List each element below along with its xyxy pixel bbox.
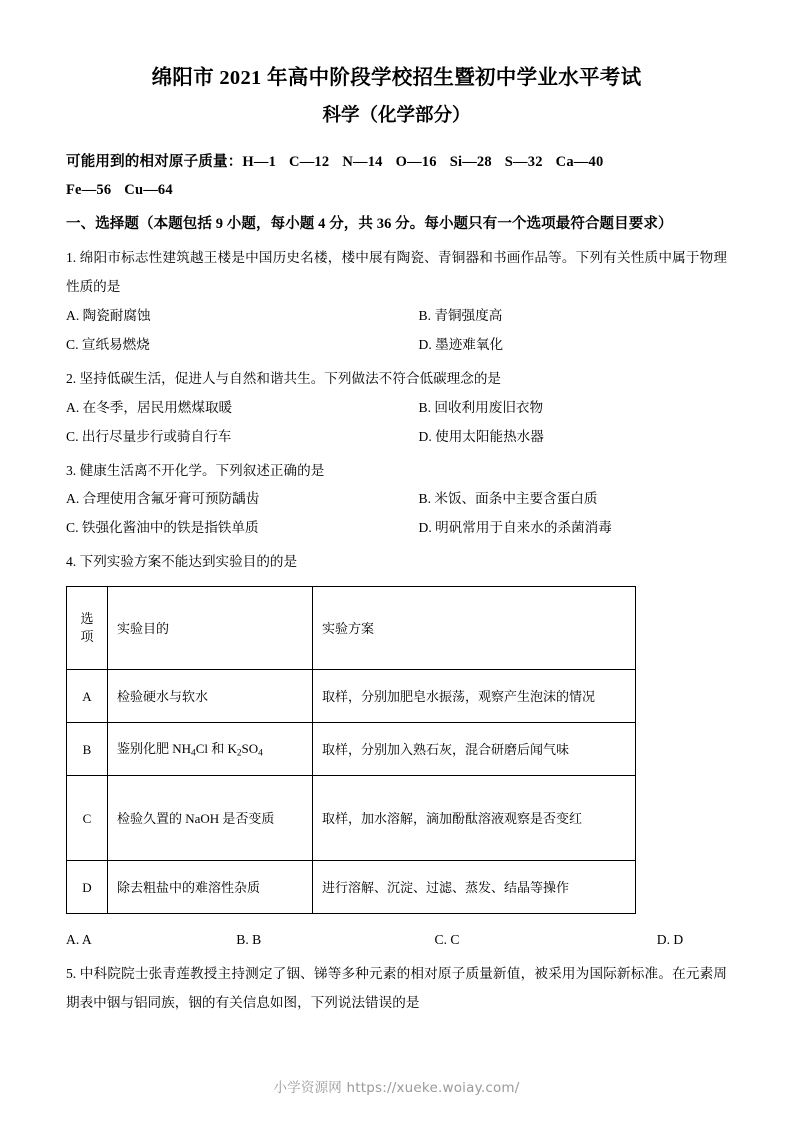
table-row bbox=[67, 861, 636, 914]
question-1-option-c[interactable]: C. 宣纸易燃烧 bbox=[66, 336, 150, 352]
question-2-text: 坚持低碳生活，促进人与自然和谐共生。下列做法不符合低碳理念的是 bbox=[79, 370, 502, 386]
table-row bbox=[67, 723, 636, 776]
question-3-option-d[interactable]: D. 明矾常用于自来水的杀菌消毒 bbox=[418, 520, 612, 536]
table-cell-purpose-b bbox=[108, 723, 313, 776]
question-3-stem bbox=[66, 457, 727, 486]
table-cell-option-a: A bbox=[67, 670, 108, 723]
table-cell-purpose-a: 检验硬水与软水 bbox=[108, 670, 313, 723]
formula-mid-1: Cl 和 K bbox=[195, 740, 237, 756]
formula-pre: 鉴别化肥 NH bbox=[117, 740, 192, 756]
question-3-options bbox=[66, 485, 727, 543]
footer-watermark: 小学资源网 https://xueke.woiay.com/ bbox=[273, 1080, 520, 1096]
question-4-text: 下列实验方案不能达到实验目的的是 bbox=[79, 554, 298, 570]
section-heading-multiple-choice: 一、选择题（本题包括 9 小题，每小题 4 分，共 36 分。每小题只有一个选项最符合题目要求） bbox=[66, 216, 673, 233]
question-4-answer-choices bbox=[66, 926, 727, 955]
formula-mid-2: SO bbox=[241, 740, 259, 756]
atomic-mass-h: H—1 bbox=[242, 153, 277, 170]
question-3-number: 3. bbox=[66, 462, 77, 478]
question-1-text: 绵阳市标志性建筑越王楼是中国历史名楼，楼中展有陶瓷、青铜器和书画作品等。下列有关性质中属于物理性质的是 bbox=[66, 249, 728, 294]
atomic-mass-line-2 bbox=[66, 176, 727, 204]
table-header-option-line2: 项 bbox=[80, 629, 94, 645]
question-1-options bbox=[66, 302, 727, 360]
question-1-option-b[interactable]: B. 青铜强度高 bbox=[418, 307, 503, 323]
question-2-option-c[interactable]: C. 出行尽量步行或骑自行车 bbox=[66, 428, 232, 444]
question-2-option-d[interactable]: D. 使用太阳能热水器 bbox=[418, 428, 544, 444]
formula-sub-3: 4 bbox=[258, 748, 263, 759]
table-header-option-line1: 选 bbox=[80, 610, 94, 626]
question-2-option-b[interactable]: B. 回收利用废旧衣物 bbox=[418, 399, 544, 415]
question-1-number: 1. bbox=[66, 249, 77, 265]
question-2-options bbox=[66, 394, 727, 452]
question-2-number: 2. bbox=[66, 370, 77, 386]
question-2-option-a[interactable]: A. 在冬季，居民用燃煤取暖 bbox=[66, 399, 233, 415]
question-5-text: 中科院院士张青莲教授主持测定了铟、锑等多种元素的相对原子质量新值，被采用为国际新标准。在元素周期表中铟与铝同族，铟的有关信息如图，下列说法错误的是 bbox=[66, 966, 728, 1011]
table-cell-plan-a: 取样，分别加肥皂水振荡，观察产生泡沫的情况 bbox=[313, 670, 636, 723]
table-cell-purpose-d: 除去粗盐中的难溶性杂质 bbox=[108, 861, 313, 914]
question-5-number: 5. bbox=[66, 966, 77, 982]
question-3-option-c[interactable]: C. 铁强化酱油中的铁是指铁单质 bbox=[66, 520, 259, 536]
table-cell-plan-c: 取样，加水溶解，滴加酚酞溶液观察是否变红 bbox=[313, 776, 636, 861]
atomic-mass-c: C—12 bbox=[289, 153, 330, 170]
question-4-option-c[interactable]: C. C bbox=[434, 932, 460, 948]
table-cell-option-b: B bbox=[67, 723, 108, 776]
question-4-number: 4. bbox=[66, 554, 77, 570]
atomic-mass-fe: Fe—56 bbox=[66, 182, 112, 199]
page-title: 绵阳市 2021 年高中阶段学校招生暨初中学业水平考试 bbox=[151, 67, 642, 89]
table-header-plan: 实验方案 bbox=[313, 587, 636, 670]
atomic-mass-o: O—16 bbox=[395, 153, 437, 170]
table-cell-option-d: D bbox=[67, 861, 108, 914]
page-subtitle: 科学（化学部分） bbox=[322, 105, 471, 126]
atomic-mass-ca: Ca—40 bbox=[555, 153, 604, 170]
question-1-option-a[interactable]: A. 陶瓷耐腐蚀 bbox=[66, 307, 151, 323]
table-cell-plan-b: 取样，分别加入熟石灰，混合研磨后闻气味 bbox=[313, 723, 636, 776]
table-row bbox=[67, 670, 636, 723]
table-header-row bbox=[67, 587, 636, 670]
table-row bbox=[67, 776, 636, 861]
formula-sub-2: 2 bbox=[236, 748, 242, 759]
question-4-option-a[interactable]: A. A bbox=[66, 932, 92, 948]
atomic-mass-block bbox=[66, 148, 727, 205]
question-3-text: 健康生活离不开化学。下列叙述正确的是 bbox=[79, 462, 325, 478]
experiment-table-wrapper bbox=[66, 586, 727, 914]
question-3-option-b[interactable]: B. 米饭、面条中主要含蛋白质 bbox=[418, 491, 598, 507]
table-header-purpose: 实验目的 bbox=[108, 587, 313, 670]
question-4-option-d[interactable]: D. D bbox=[656, 932, 684, 948]
table-cell-purpose-c: 检验久置的 NaOH 是否变质 bbox=[108, 776, 313, 861]
atomic-mass-si: Si—28 bbox=[449, 153, 492, 170]
atomic-mass-s: S—32 bbox=[504, 153, 543, 170]
question-5-stem bbox=[66, 960, 727, 1018]
experiment-table bbox=[66, 586, 636, 914]
question-1-stem bbox=[66, 244, 727, 302]
question-3-option-a[interactable]: A. 合理使用含氟牙膏可预防龋齿 bbox=[66, 491, 260, 507]
table-cell-plan-d: 进行溶解、沉淀、过滤、蒸发、结晶等操作 bbox=[313, 861, 636, 914]
question-2-stem bbox=[66, 365, 727, 394]
page-content bbox=[0, 148, 793, 1018]
atomic-mass-line-1 bbox=[66, 148, 727, 176]
table-header-option bbox=[67, 587, 108, 670]
formula-sub-1: 4 bbox=[191, 748, 196, 759]
question-1-option-d[interactable]: D. 墨迹难氧化 bbox=[418, 336, 504, 352]
question-4-stem bbox=[66, 548, 727, 577]
atomic-mass-cu: Cu—64 bbox=[124, 182, 173, 199]
atomic-mass-n: N—14 bbox=[342, 153, 383, 170]
question-4-option-b[interactable]: B. B bbox=[236, 932, 262, 948]
table-cell-option-c: C bbox=[67, 776, 108, 861]
atomic-mass-label: 可能用到的相对原子质量： bbox=[66, 153, 243, 170]
